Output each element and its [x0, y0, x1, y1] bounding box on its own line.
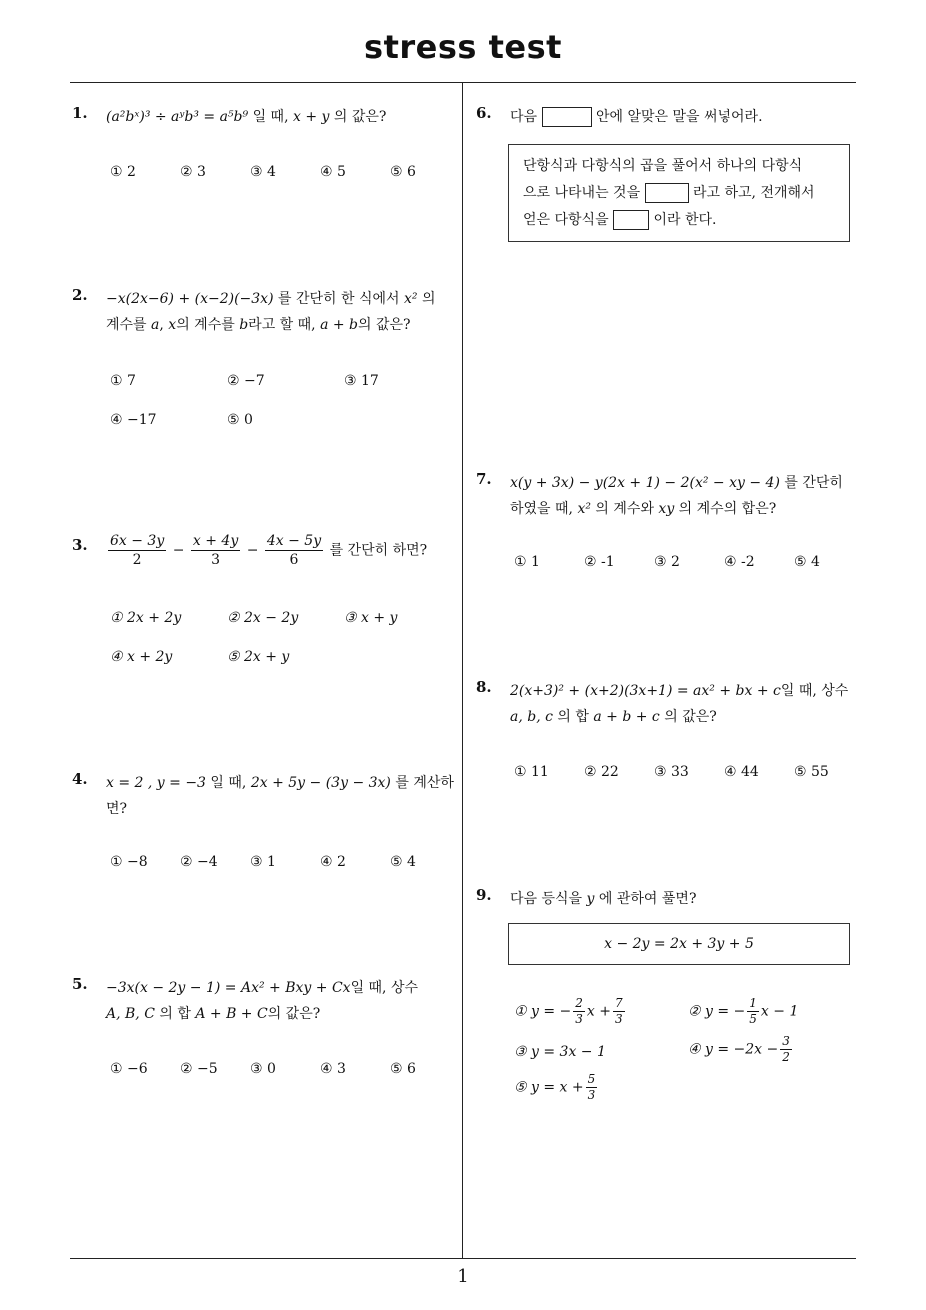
- choice-1[interactable]: ① 1: [514, 554, 540, 570]
- question-3: [72, 532, 457, 672]
- choice-5[interactable]: ⑤ 6: [390, 164, 416, 180]
- choice-3[interactable]: ③ 33: [654, 764, 689, 780]
- bottom-rule: [70, 1258, 856, 1259]
- choice-4[interactable]: ④ y = −2x − $\frac{3}{2}$: [688, 1034, 790, 1064]
- answer-blank: [645, 183, 689, 203]
- question-2: [72, 286, 457, 436]
- choice-5[interactable]: ⑤ 6: [390, 1061, 416, 1077]
- choice-2[interactable]: ② 2x − 2y: [227, 610, 299, 626]
- question-text: 2(x+3)² + (x+2)(3x+1) = ax² + bx + c일 때, 상수 a, b, c 의 합 a + b + c 의 값은?: [510, 683, 849, 725]
- choice-3[interactable]: ③ y = 3x − 1: [514, 1044, 606, 1060]
- choice-3[interactable]: ③ 17: [344, 373, 379, 389]
- fraction-3: $\frac{4x - 5y}{6}$: [266, 533, 322, 568]
- choice-3[interactable]: ③ x + y: [344, 610, 398, 626]
- definition-box: [508, 144, 850, 242]
- page-number: 1: [457, 1266, 469, 1287]
- question-number: 9.: [476, 886, 492, 904]
- question-5: [72, 975, 457, 1085]
- question-text: x(y + 3x) − y(2x + 1) − 2(x² − xy − 4) 를 간단히 하였을 때, x² 의 계수와 xy 의 계수의 합은?: [510, 475, 843, 517]
- question-9: [476, 886, 856, 1116]
- choice-3[interactable]: ③ 2: [654, 554, 680, 570]
- choice-3[interactable]: ③ 4: [250, 164, 276, 180]
- question-number: 5.: [72, 975, 88, 993]
- choice-2[interactable]: ② -1: [584, 554, 615, 570]
- choice-5[interactable]: ⑤ 4: [794, 554, 820, 570]
- definition-text: 단항식과 다항식의 곱을 풀어서 하나의 다항식 으로 나타내는 것을 라고 하고, 전개해서 얻은 다항식을 이라 한다.: [523, 158, 815, 228]
- top-rule: [70, 82, 856, 83]
- choice-2[interactable]: ② −4: [180, 854, 218, 870]
- choice-1[interactable]: ① −6: [110, 1061, 148, 1077]
- choice-4[interactable]: ④ 44: [724, 764, 759, 780]
- choice-5[interactable]: ⑤ 0: [227, 412, 253, 428]
- question-text: $\frac{6x - 3y}{2}$ − $\frac{x + 4y}{3}$ − $\frac{4x - 5y}{6}$ 를 간단히 하면?: [110, 533, 428, 568]
- choice-2[interactable]: ② −7: [227, 373, 265, 389]
- choice-2[interactable]: ② 3: [180, 164, 206, 180]
- choice-4[interactable]: ④ 5: [320, 164, 346, 180]
- question-number: 8.: [476, 678, 492, 696]
- answer-blank: [613, 210, 649, 230]
- choice-1[interactable]: ① 2: [110, 164, 136, 180]
- fraction-1: $\frac{6x - 3y}{2}$: [110, 533, 165, 568]
- choice-5[interactable]: ⑤ 4: [390, 854, 416, 870]
- question-7: [476, 470, 856, 580]
- question-number: 6.: [476, 104, 492, 122]
- choice-4[interactable]: ④ 3: [320, 1061, 346, 1077]
- question-4: [72, 770, 457, 880]
- choice-4[interactable]: ④ -2: [724, 554, 755, 570]
- choice-4[interactable]: ④ x + 2y: [110, 649, 173, 665]
- choice-5[interactable]: ⑤ y = x + $\frac{5}{3}$: [514, 1072, 596, 1102]
- choice-1[interactable]: ① 7: [110, 373, 136, 389]
- question-8: [476, 678, 856, 788]
- question-number: 7.: [476, 470, 492, 488]
- choice-1[interactable]: ① 2x + 2y: [110, 610, 182, 626]
- choice-3[interactable]: ③ 0: [250, 1061, 276, 1077]
- question-number: 3.: [72, 536, 88, 554]
- choice-1[interactable]: ① −8: [110, 854, 148, 870]
- question-number: 4.: [72, 770, 88, 788]
- question-6: [476, 104, 856, 244]
- choice-2[interactable]: ② −5: [180, 1061, 218, 1077]
- equation: x − 2y = 2x + 3y + 5: [604, 936, 754, 952]
- question-text: x = 2 , y = −3 일 때, 2x + 5y − (3y − 3x) 를 계산하 면?: [106, 775, 454, 817]
- choice-1[interactable]: ① y = − $\frac{2}{3}$ x + $\frac{7}{3}$: [514, 996, 623, 1026]
- choice-3[interactable]: ③ 1: [250, 854, 276, 870]
- question-text: (a²bˣ)³ ÷ aʸb³ = a⁵b⁹ 일 때, x + y 의 값은?: [106, 109, 387, 125]
- equation-box: [508, 923, 850, 965]
- choice-2[interactable]: ② 22: [584, 764, 619, 780]
- choice-4[interactable]: ④ 2: [320, 854, 346, 870]
- choice-1[interactable]: ① 11: [514, 764, 549, 780]
- question-number: 1.: [72, 104, 88, 122]
- column-divider: [462, 83, 463, 1258]
- question-text: −3x(x − 2y − 1) = Ax² + Bxy + Cx일 때, 상수 A, B, C 의 합 A + B + C의 값은?: [106, 980, 419, 1022]
- question-1: [72, 104, 457, 194]
- choice-2[interactable]: ② y = − $\frac{1}{5}$ x − 1: [688, 996, 799, 1026]
- question-number: 2.: [72, 286, 88, 304]
- question-text: 다음 안에 알맞은 말을 써넣어라.: [510, 109, 763, 125]
- choice-4[interactable]: ④ −17: [110, 412, 157, 428]
- answer-blank: [542, 107, 592, 127]
- question-text: −x(2x−6) + (x−2)(−3x) 를 간단히 한 식에서 x² 의 계수를 a, x의 계수를 b라고 할 때, a + b의 값은?: [106, 291, 436, 333]
- choice-5[interactable]: ⑤ 2x + y: [227, 649, 290, 665]
- question-text: 다음 등식을 y 에 관하여 풀면?: [510, 891, 697, 907]
- page-title: stress test: [364, 28, 562, 66]
- choice-5[interactable]: ⑤ 55: [794, 764, 829, 780]
- fraction-2: $\frac{x + 4y}{3}$: [192, 533, 239, 568]
